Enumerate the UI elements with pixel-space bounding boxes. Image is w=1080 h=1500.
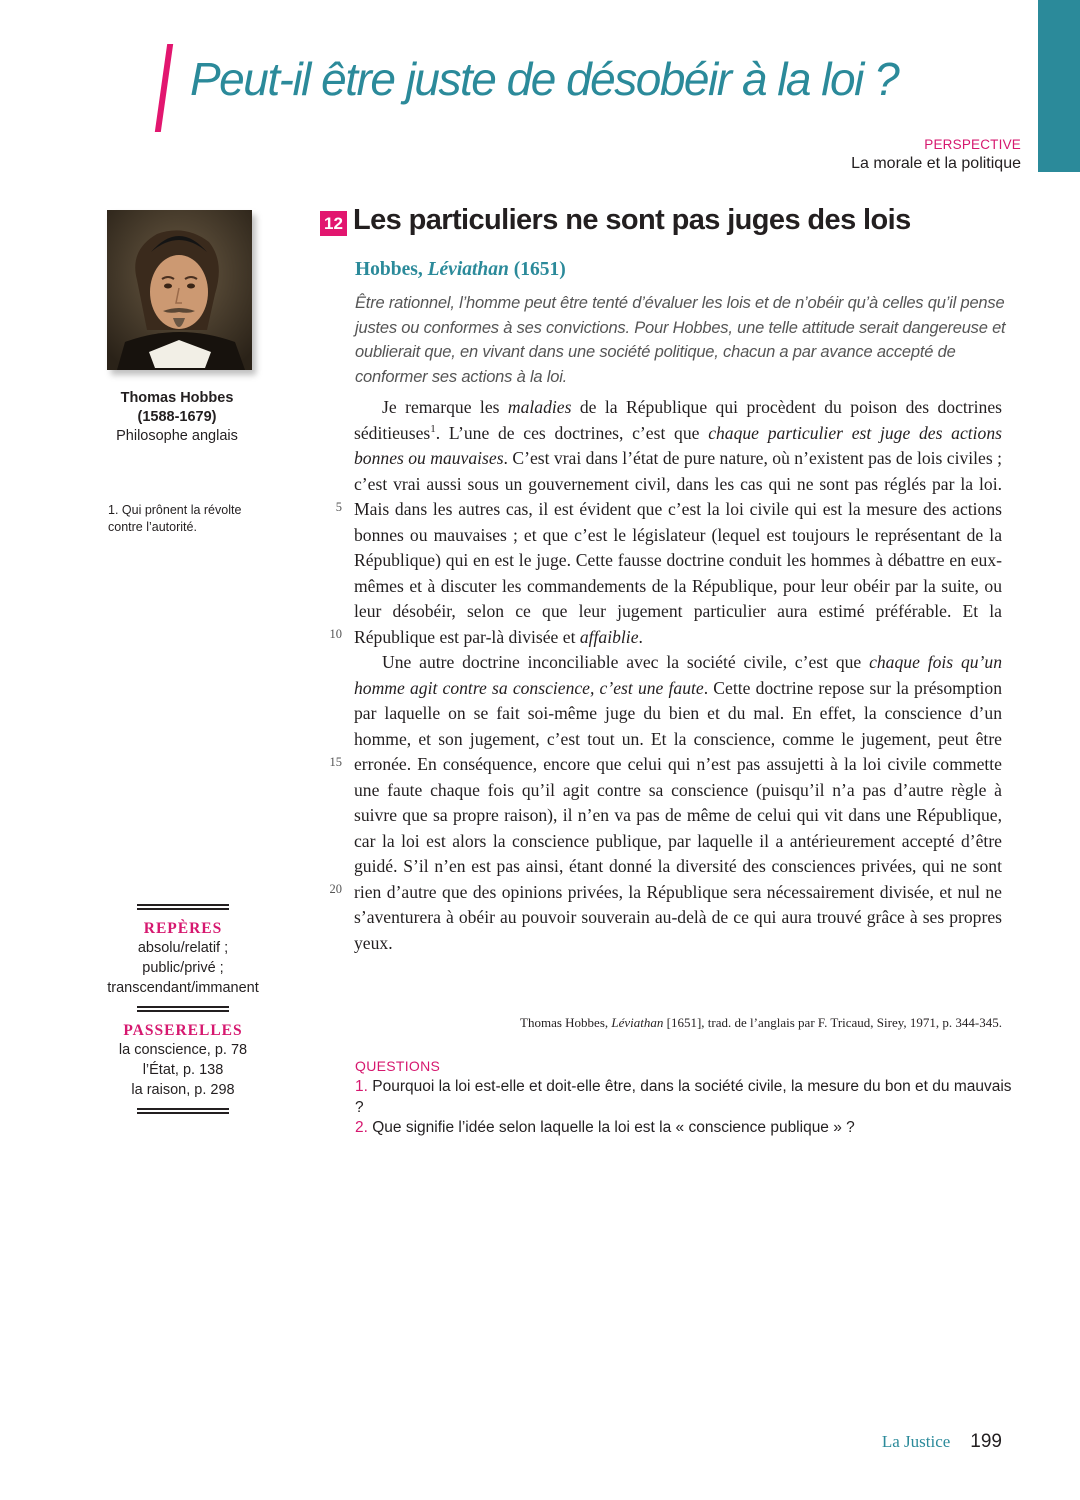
perspective-value: La morale et la politique xyxy=(851,155,1021,172)
reperes-item: public/privé ; xyxy=(142,960,224,976)
citation: Thomas Hobbes, Léviathan [1651], trad. de l’anglais par F. Tricaud, Sirey, 1971, p. 344-345. xyxy=(520,1015,1002,1030)
line-number: 5 xyxy=(335,500,342,514)
source-work: Léviathan xyxy=(427,259,509,280)
author-caption xyxy=(96,389,258,446)
author-name: Thomas Hobbes xyxy=(120,390,234,406)
source-year: (1651) xyxy=(513,259,566,280)
questions-heading: QUESTIONS xyxy=(355,1058,441,1074)
reperes-item: absolu/relatif ; xyxy=(137,940,229,956)
question-item: 1. Pourquoi la loi est-elle et doit-elle être, dans la société civile, la mesure du bon et du mauvais ? xyxy=(355,1078,1012,1116)
perspective-label: PERSPECTIVE xyxy=(924,137,1021,152)
question-item: 2. Que signifie l’idée selon laquelle la loi est la « conscience publique » ? xyxy=(355,1119,855,1136)
sidebar-references xyxy=(103,904,263,1114)
reperes-item: transcendant/immanent xyxy=(107,980,259,996)
passerelles-list xyxy=(103,1040,263,1100)
document-intro: Être rationnel, l’homme peut être tenté d’évaluer les lois et de n’obéir qu’à celles qu’il pense justes ou conformes à ses convictions. Pour Hobbes, une telle attitude serait dangereuse et oublierait que, en vivant dans une société politique, chacun a par avance accepté de conformer ses actions à la loi. xyxy=(355,294,1006,386)
passerelles-link[interactable]: la raison, p. 298 xyxy=(131,1082,235,1098)
document-number-badge: 12 xyxy=(320,211,347,236)
passerelles-link[interactable]: la conscience, p. 78 xyxy=(118,1042,248,1058)
divider xyxy=(137,904,229,910)
line-number: 15 xyxy=(329,755,342,769)
passerelles-link[interactable]: l’État, p. 138 xyxy=(142,1062,224,1078)
chapter-tab-marker xyxy=(1038,0,1080,172)
author-portrait xyxy=(107,210,252,370)
page-footer xyxy=(882,1431,1002,1453)
document-source xyxy=(355,259,566,281)
footnote-ref: 1 xyxy=(430,422,436,435)
page-number: 199 xyxy=(970,1431,1002,1452)
paragraph: Je remarque les maladies de la République qui procèdent du poison des doctrines séditieuses$^1$. L’une de ces doctrines, c’est que chaque particulier est juge des actions bonnes ou mauvaises. C’est vrai dans l’état de pure nature, où n’existent pas de lois civiles ; c’est vrai aussi sous un gouvernement civil, dans les cas qui ne sont pas réglés par la loi. Mais dans les autres cas, il est évident que c’est la loi civile qui est la mesure des actions bonnes ou mauvaises ; et que c’est le législateur (lequel est toujours le représentant de la République) qui en est le juge. Cette fausse doctrine conduit les hommes à débattre en eux-mêmes et à discuter les commandements de la République, pour leur obéir par la suite, ou leur désobéir, selon ce que leur jugement particulier aura estimé préférable. Et la République est par-là divisée et affaiblie. xyxy=(354,397,1002,647)
page-title: Peut-il être juste de désobéir à la loi ? xyxy=(190,53,899,105)
perspective-block xyxy=(851,137,1021,173)
reperes-list xyxy=(103,938,263,998)
author-role: Philosophe anglais xyxy=(116,428,238,444)
reperes-heading: REPÈRES xyxy=(143,920,223,937)
footnote: 1. Qui prônent la révolte contre l’autorité. xyxy=(108,503,242,534)
passerelles-heading: PASSERELLES xyxy=(123,1022,243,1039)
source-author: Hobbes, xyxy=(355,259,423,280)
document-title: Les particuliers ne sont pas juges des lois xyxy=(353,204,911,236)
title-accent-bar xyxy=(155,44,173,132)
paragraph: Une autre doctrine inconciliable avec la société civile, c’est que chaque fois qu’un homme agit contre sa conscience, c’est une faute. Cette doctrine repose sur la présomption par laquelle on se fait soi-même juge du bien et du mal. En effet, la conscience d’un homme, et son jugement, c’est tout un. Et la conscience, comme le jugement, peut être erronée. En conséquence, encore que celui qui n’est pas assujetti à la loi civile commette une faute chaque fois qu’il agit contre sa conscience (puisqu’il n’a pas d’autre règle à suivre que sa propre raison), il n’en va pas de même de celui qui vit dans une République, car la loi est alors la conscience publique, par laquelle il a antérieurement accepté d’être guidé. S’il n’en est pas ainsi, étant donné la diversité des consciences privées, qui ne sont rien d’autre que des opinions privées, la République sera nécessairement divisée, et nul ne s’aventurera à obéir au pouvoir souverain au-delà de ce qui aura trouvé grâce à ses propres yeux. xyxy=(354,652,1002,953)
divider xyxy=(137,1006,229,1012)
chapter-name: La Justice xyxy=(881,1432,951,1451)
line-number: 20 xyxy=(329,882,342,896)
questions-block xyxy=(355,1058,1015,1139)
line-number: 10 xyxy=(329,627,342,641)
document-text xyxy=(354,395,1002,956)
author-dates: (1588-1679) xyxy=(137,409,217,425)
divider xyxy=(137,1108,229,1114)
